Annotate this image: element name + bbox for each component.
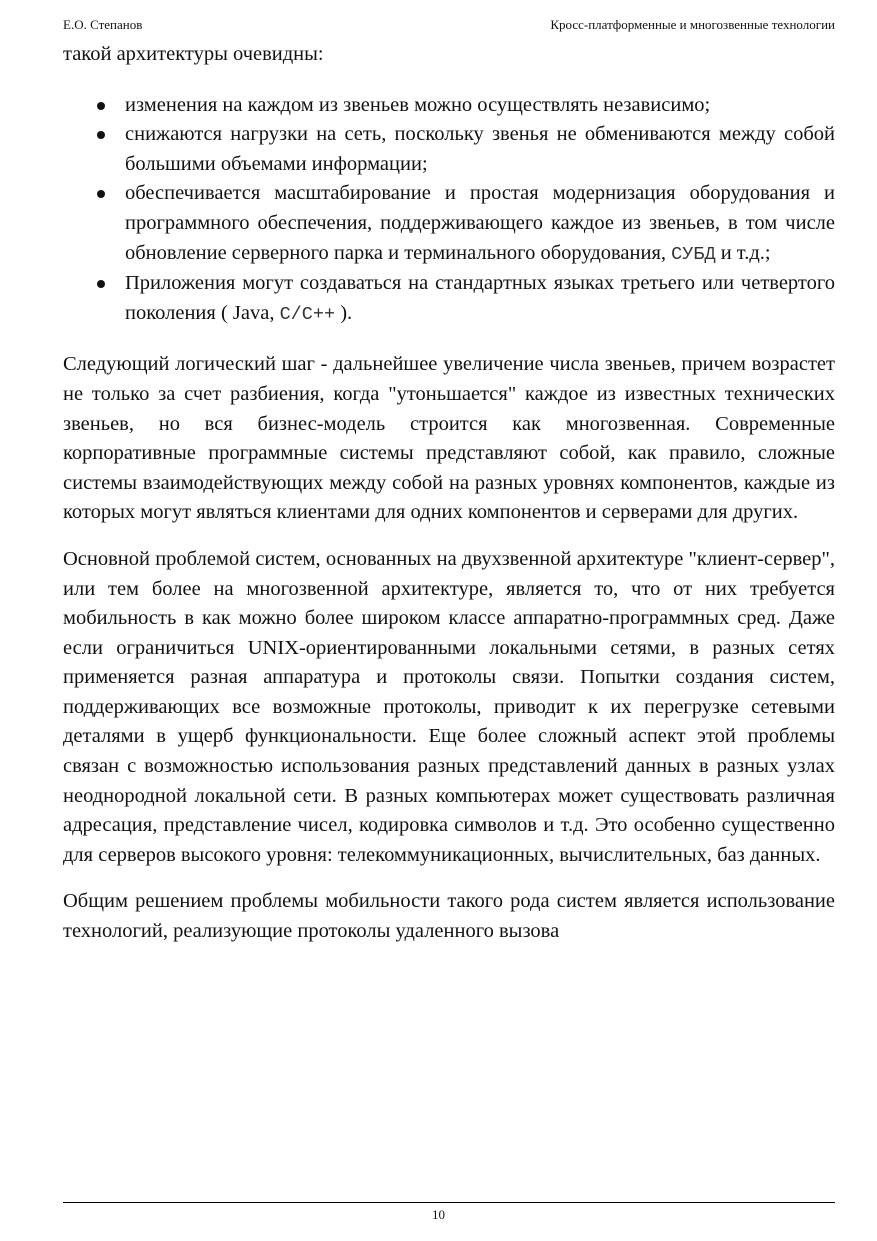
bullet-icon — [97, 102, 105, 110]
bullet-icon — [97, 131, 105, 139]
list-item-text: Приложения могут создаваться на стандартных языках третьего или четвертого поколения ( Java, — [125, 272, 835, 324]
list-item-tail: и т.д.; — [715, 241, 771, 264]
footer-divider — [63, 1202, 835, 1203]
page-number: 10 — [432, 1207, 445, 1222]
paragraph-next-step: Следующий логический шаг - дальнейшее увеличение числа звеньев, причем возрастет не только за счет разбиения, когда "утоньшается" каждое из известных технических звеньев, но вся бизнес-модель строится как многозвенная. Современные корпоративные программные системы представляют собой, как правило, сложные системы взаимодействующих между собой на разных уровнях компонентов, каждые из которых могут являться клиентами для одних компонентов и серверами для других. — [63, 353, 835, 524]
code-term: C/C++ — [279, 303, 336, 325]
list-item — [63, 91, 835, 121]
page-body — [63, 40, 835, 947]
list-item-text: обеспечивается масштабирование и простая модернизация оборудования и программного обеспечения, поддерживающего каждое из звеньев, в том числе обновление серверного парка и терминального оборудования, — [125, 182, 835, 264]
header-title: Кросс-платформенные и многозвенные технологии — [550, 17, 835, 32]
intro-line: такой архитектуры очевидны: — [63, 43, 324, 65]
list-item-text: снижаются нагрузки на сеть, поскольку звенья не обмениваются между собой большими объемами информации; — [125, 123, 835, 175]
list-item — [63, 120, 835, 179]
list-item — [63, 179, 835, 269]
list-item-text: изменения на каждом из звеньев можно осуществлять независимо; — [125, 93, 711, 116]
list-item — [63, 269, 835, 329]
paragraph-mobility-problem: Основной проблемой систем, основанных на двухзвенной архитектуре "клиент-сервер", или тем более на многозвенной архитектуре, является то, что от них требуется мобильность в как можно более широком классе аппаратно-программных сред. Даже если ограничиться UNIX-ориентированными локальными сетями, в разных сетях применяется разная аппаратура и протоколы связи. Попытки создания систем, поддерживающих все возможные протоколы, приводит к их перегрузке сетевыми деталями в ущерб функциональности. Еще более сложный аспект этой проблемы связан с возможностью использования разных представлений данных в разных узлах неоднородной локальной сети. В разных компьютерах может существовать различная адресация, представление чисел, кодировка символов и т.д. Это особенно существенно для серверов высокого уровня: телекоммуникационных, вычислительных, баз данных. — [63, 547, 835, 866]
paragraph-solution: Общим решением проблемы мобильности такого рода систем является использование технологий, реализующие протоколы удаленного вызова — [63, 890, 835, 943]
code-term: СУБД — [671, 243, 716, 265]
bullet-icon — [97, 280, 105, 288]
advantages-list — [63, 91, 835, 330]
page-header — [63, 15, 835, 35]
bullet-icon — [97, 190, 105, 198]
header-author: Е.О. Степанов — [63, 17, 143, 32]
list-item-tail: ). — [335, 301, 353, 324]
